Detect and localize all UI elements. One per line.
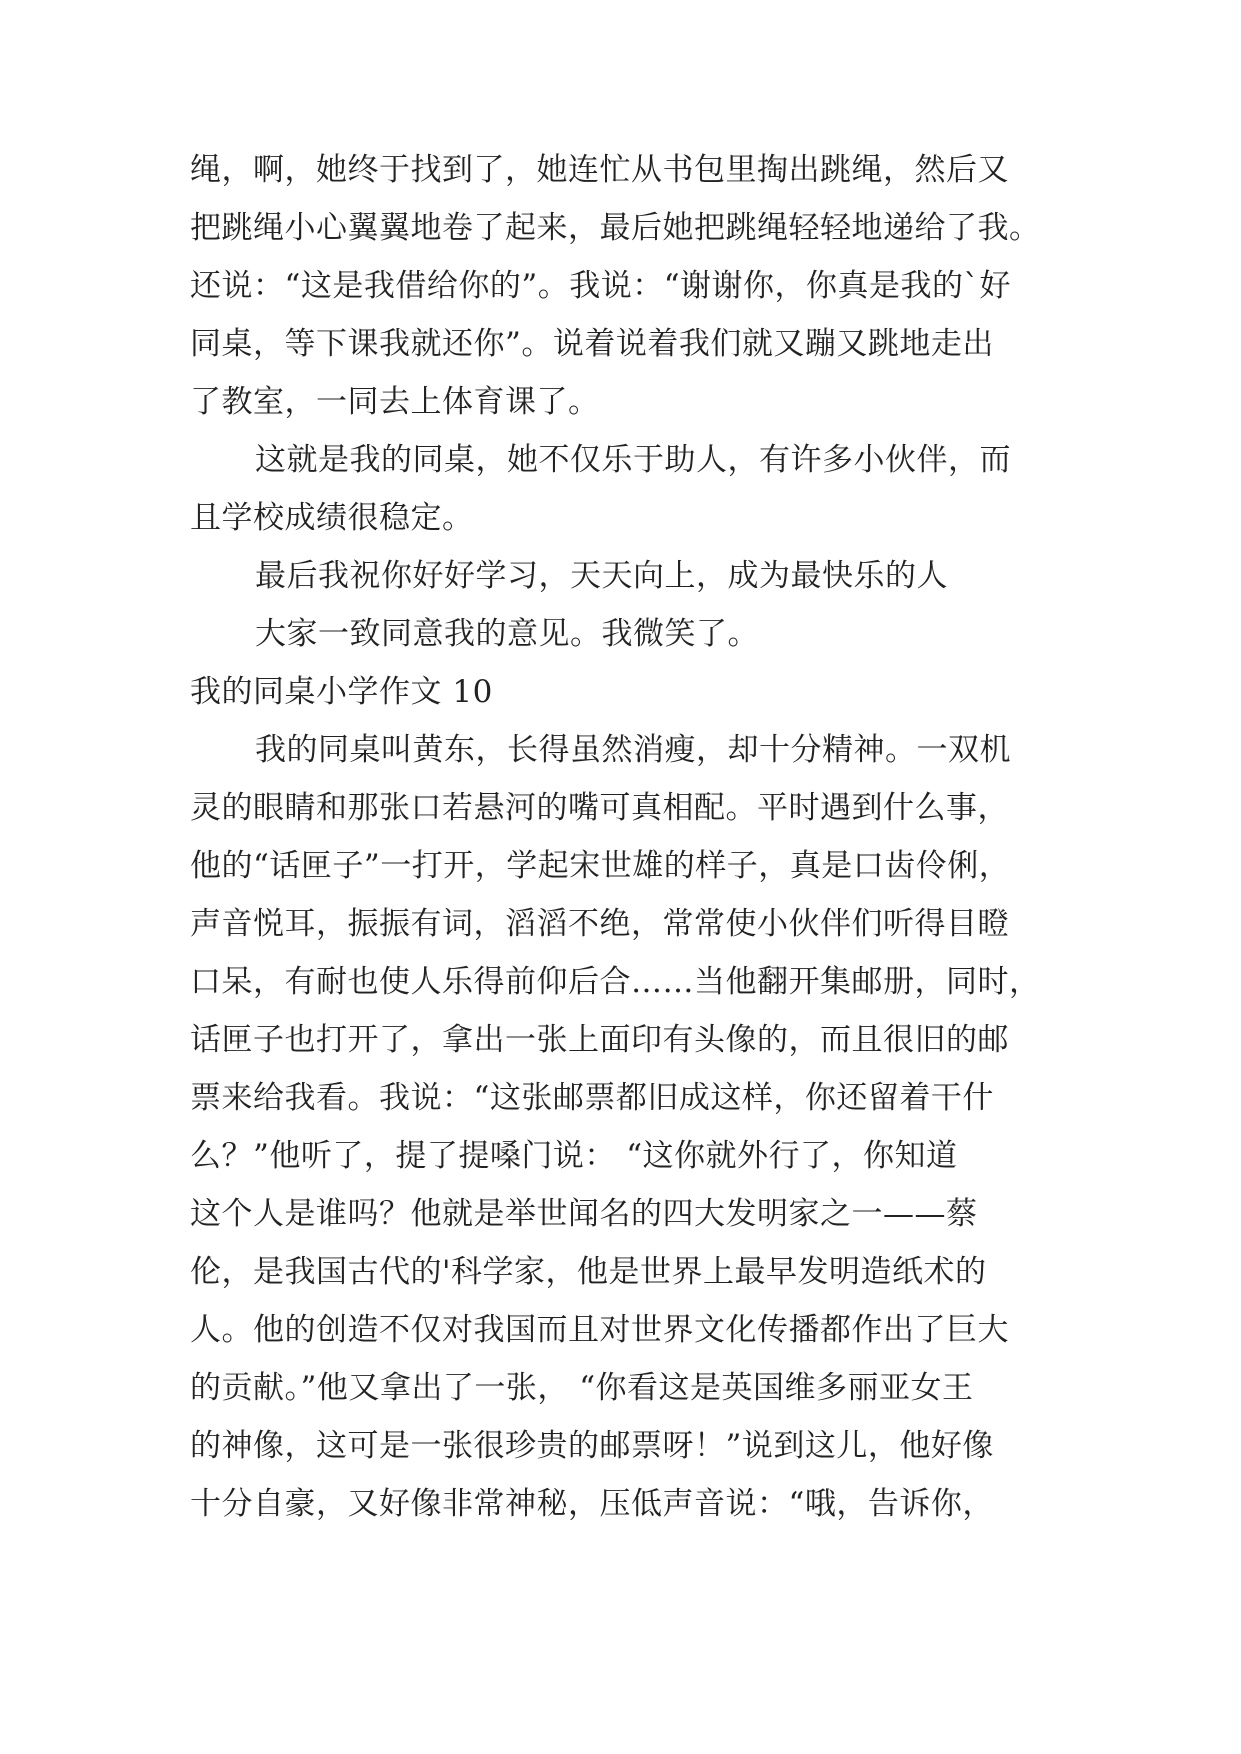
text-line: 十分自豪，又好像非常神秘，压低声音说：“哦，告诉你， [190, 1486, 994, 1522]
section-heading: 我的同桌小学作文 10 [190, 674, 493, 710]
paragraph-first-line: 最后我祝你好好学习，天天向上，成为最快乐的人 [255, 558, 948, 594]
text-line: 声音悦耳，振振有词，滔滔不绝，常常使小伙伴们听得目瞪 [190, 906, 1009, 942]
text-line: 口呆，有耐也使人乐得前仰后合……当他翻开集邮册，同时， [190, 964, 1041, 1000]
text-line: 还说：“这是我借给你的”。我说：“谢谢你，你真是我的`好 [190, 268, 1012, 304]
text-line: 灵的眼睛和那张口若悬河的嘴可真相配。平时遇到什么事， [190, 790, 1009, 826]
text-line: 话匣子也打开了，拿出一张上面印有头像的，而且很旧的邮 [190, 1022, 1009, 1058]
text-line: 他的“话匣子”一打开，学起宋世雄的样子，真是口齿伶俐， [190, 848, 1011, 884]
paragraph-first-line: 我的同桌叫黄东，长得虽然消瘦，却十分精神。一双机 [255, 732, 1011, 768]
paragraph-first-line: 大家一致同意我的意见。我微笑了。 [255, 616, 759, 652]
text-line: 的贡献。”他又拿出了一张， “你看这是英国维多丽亚女王 [190, 1370, 974, 1406]
text-line: 且学校成绩很稳定。 [190, 500, 474, 536]
text-line: 么？”他听了，提了提嗓门说： “这你就外行了，你知道 [190, 1138, 958, 1174]
paragraph-first-line: 这就是我的同桌，她不仅乐于助人，有许多小伙伴，而 [255, 442, 1011, 478]
text-line: 的神像，这可是一张很珍贵的邮票呀！”说到这儿，他好像 [190, 1428, 994, 1464]
text-line: 绳，啊，她终于找到了，她连忙从书包里掏出跳绳，然后又 [190, 152, 1009, 188]
text-line: 同桌，等下课我就还你”。说着说着我们就又蹦又跳地走出 [190, 326, 994, 362]
text-line: 把跳绳小心翼翼地卷了起来，最后她把跳绳轻轻地递给了我。 [190, 210, 1041, 246]
text-line: 人。他的创造不仅对我国而且对世界文化传播都作出了巨大 [190, 1312, 1009, 1348]
text-line: 票来给我看。我说：“这张邮票都旧成这样，你还留着干什 [190, 1080, 994, 1116]
text-line: 伦，是我国古代的'科学家，他是世界上最早发明造纸术的 [190, 1254, 987, 1290]
text-line: 了教室，一同去上体育课了。 [190, 384, 600, 420]
text-line: 这个人是谁吗？他就是举世闻名的四大发明家之一——蔡 [190, 1196, 978, 1232]
